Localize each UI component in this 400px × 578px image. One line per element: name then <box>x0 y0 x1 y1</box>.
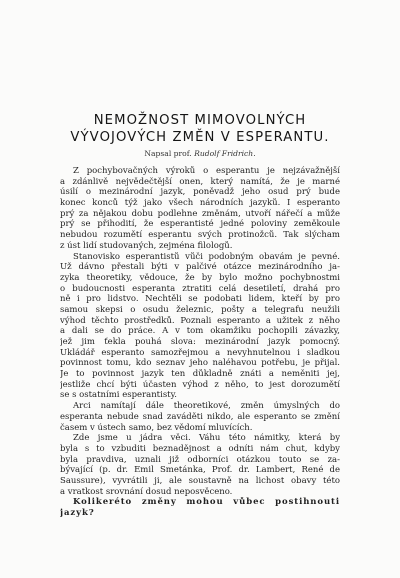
text-line: samou skepsi o osudu železnic, pošty a telegrafu neužili <box>60 304 340 315</box>
text-line: Z pochybovačných výroků o esperantu je nejzávažnější <box>73 166 340 176</box>
text-line: povinnost tomu, kdo seznav jeho naléhavou potřebu, je přijal. <box>60 358 340 369</box>
text-line: nebudou rozumětí esperantu svých protinožců. Tak slýcham <box>60 230 340 241</box>
text-line: se s ostatními esperantisty. <box>60 390 177 401</box>
text-line: Saussure), vyvrátili ji, ale soustavně na lichost obavy této <box>60 475 340 486</box>
text-line: a dali se do práce. A v tom okamžiku pochopili závazky, <box>60 326 340 337</box>
text-line: z úst lidí studovaných, zejména filologů. <box>60 240 233 251</box>
text-line: časem v ústech samo, bez vědomí mluvících. <box>60 422 253 433</box>
text-line: Už dávno přestali býti v palčivé otázce mezinárodního ja- <box>60 262 340 273</box>
text-line: Zde jsme u jádra věci. Váhu této námitky, která by <box>73 433 340 444</box>
text-line: Je to povinnost jazyk ten důkladně znáti a neměniti jej, <box>60 369 340 380</box>
text-line: byla pravdiva, uznali již odborníci otázkou touto se za- <box>60 454 340 465</box>
byline-author: Rudolf Fridrich. <box>194 149 256 158</box>
article-title-line-1: NEMOŽNOST MIMOVOLNÝCH <box>93 113 307 128</box>
text-line: zyka theoretiky, vědouce, že by bylo možno pochybnostmi <box>60 272 340 283</box>
text-line: Stanovisko esperantistů vůči podobným obavám je pevné. <box>73 251 340 262</box>
text-line: ně i pro lidstvo. Nechtěli se podobati lidem, kteří by pro <box>60 294 340 305</box>
text-line: jestliže chcí býti účasten výhod z něho, to jest dorozumětí <box>60 379 340 390</box>
text-line: Ukládář esperanto samozřejmou a nevyhnutelnou i sladkou <box>60 347 340 358</box>
text-line: konec konců týž jako všech národních jazyků. I esperanto <box>60 198 340 209</box>
byline <box>0 149 400 159</box>
text-line: jazyk? <box>60 508 95 518</box>
text-line: byla s to vzbuditi beznadějnost a odníti nám chut, kdyby <box>60 443 340 454</box>
text-line: a zdánlivě nejvědečtější onen, který namítá, že je marné <box>60 176 340 187</box>
byline-prefix: Napsal prof. <box>144 149 195 158</box>
text-line: esperanta nebude snad zaváděti nikdo, ale esperanto se změní <box>60 411 340 422</box>
text-line: bývající (p. dr. Emil Smetánka, Prof. dr. Lambert, René de <box>60 465 340 476</box>
text-line: o budoucnosti esperanta ztratiti celá desetiletí, drahá pro <box>60 283 340 294</box>
text-line: jež jim ťekla pouhá slova: mezinárodní jazyk pomocný. <box>60 337 340 347</box>
text-line: prý se přihodití, že esperantisté jedné poloviny zeměkoule <box>60 219 340 230</box>
text-line: prý za nějakou dobu podlehne změnám, utvoří nářečí a může <box>60 208 340 219</box>
text-line: Arci namítají dále theoretikové, změn úmyslných do <box>73 401 340 412</box>
text-line: výhod těchto prostředků. Poznali esperanto a užitek z něho <box>60 315 340 326</box>
text-line: Kolikeréto změny mohou vůbec postihnouti <box>73 497 340 508</box>
article-title-line-2: VÝVOJOVÝCH ZMĚN V ESPERANTU. <box>70 130 330 145</box>
article-body <box>60 166 340 519</box>
text-line: a vratkost srovnání dosud neposvěceno. <box>60 486 233 497</box>
text-line: úsilí o mezinárodní jazyk, poněvadž jeho osud prý bude <box>60 187 340 198</box>
